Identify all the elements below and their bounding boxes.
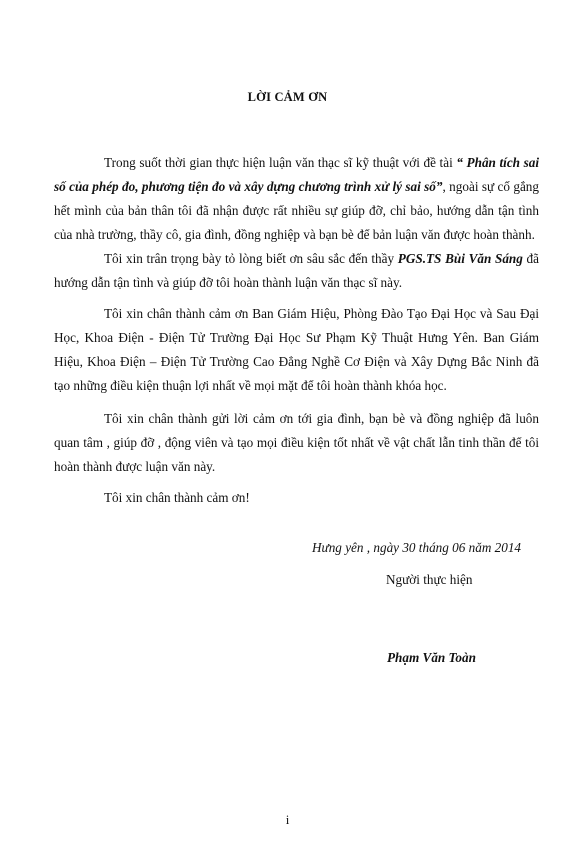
paragraph-4: Tôi xin chân thành gửi lời cảm ơn tới gia đình, bạn bè và đồng nghiệp đã luôn quan tâm , giúp đỡ , động viên và tạo mọi điều kiện tốt nhất về vật chất lẫn tinh thần để tôi hoàn thành được luận văn này. — [54, 411, 539, 474]
page-title: LỜI CẢM ƠN — [247, 90, 328, 104]
paragraph-1-text-c: , ngoài sự cố gắng hết mình của bản thân tôi đã nhận được rất nhiều sự giúp đỡ, chỉ bảo, hướng dẫn tận tình của nhà trường, thầy cô, gia đình, đồng nghiệp và bạn bè để bản luận văn được hoàn thành. — [54, 179, 539, 242]
paragraph-5: Tôi xin chân thành cảm ơn! — [104, 490, 250, 505]
document-body — [54, 151, 539, 510]
paragraph-1 — [54, 151, 539, 247]
paragraph-2-text-a: Tôi xin trân trọng bày tỏ lòng biết ơn sâu sắc đến thầy — [104, 251, 398, 266]
signer-role: Người thực hiện — [386, 572, 473, 587]
place-date: Hưng yên , ngày 30 tháng 06 năm 2014 — [312, 540, 522, 555]
paragraph-3: Tôi xin chân thành cảm ơn Ban Giám Hiệu, Phòng Đào Tạo Đại Học và Sau Đại Học, Khoa Điện - Điện Tử Trường Đại Học Sư Phạm Kỹ Thuật Hưng Yên. Ban Giám Hiệu, Khoa Điện – Điện Tử Trường Cao Đẳng Nghề Cơ Điện và Xây Dựng Bắc Ninh đã tạo những điều kiện thuận lợi nhất về mọi mặt để tôi hoàn thành khóa học. — [54, 306, 539, 393]
advisor-name: PGS.TS Bùi Văn Sáng — [397, 251, 523, 266]
thesis-topic: “ Phân tích sai số của phép đo, phương tiện đo và xây dựng chương trình xử lý sai số” — [54, 155, 539, 194]
signer-name: Phạm Văn Toàn — [387, 650, 476, 665]
paragraph-2-text-c: đã hướng dẫn tận tình và giúp đỡ tôi hoàn thành luận văn thạc sĩ này. — [54, 251, 539, 290]
paragraph-1-text-a: Trong suốt thời gian thực hiện luận văn thạc sĩ kỹ thuật với đề tài — [104, 155, 457, 170]
page-number: i — [285, 812, 290, 827]
paragraph-2 — [54, 247, 539, 295]
